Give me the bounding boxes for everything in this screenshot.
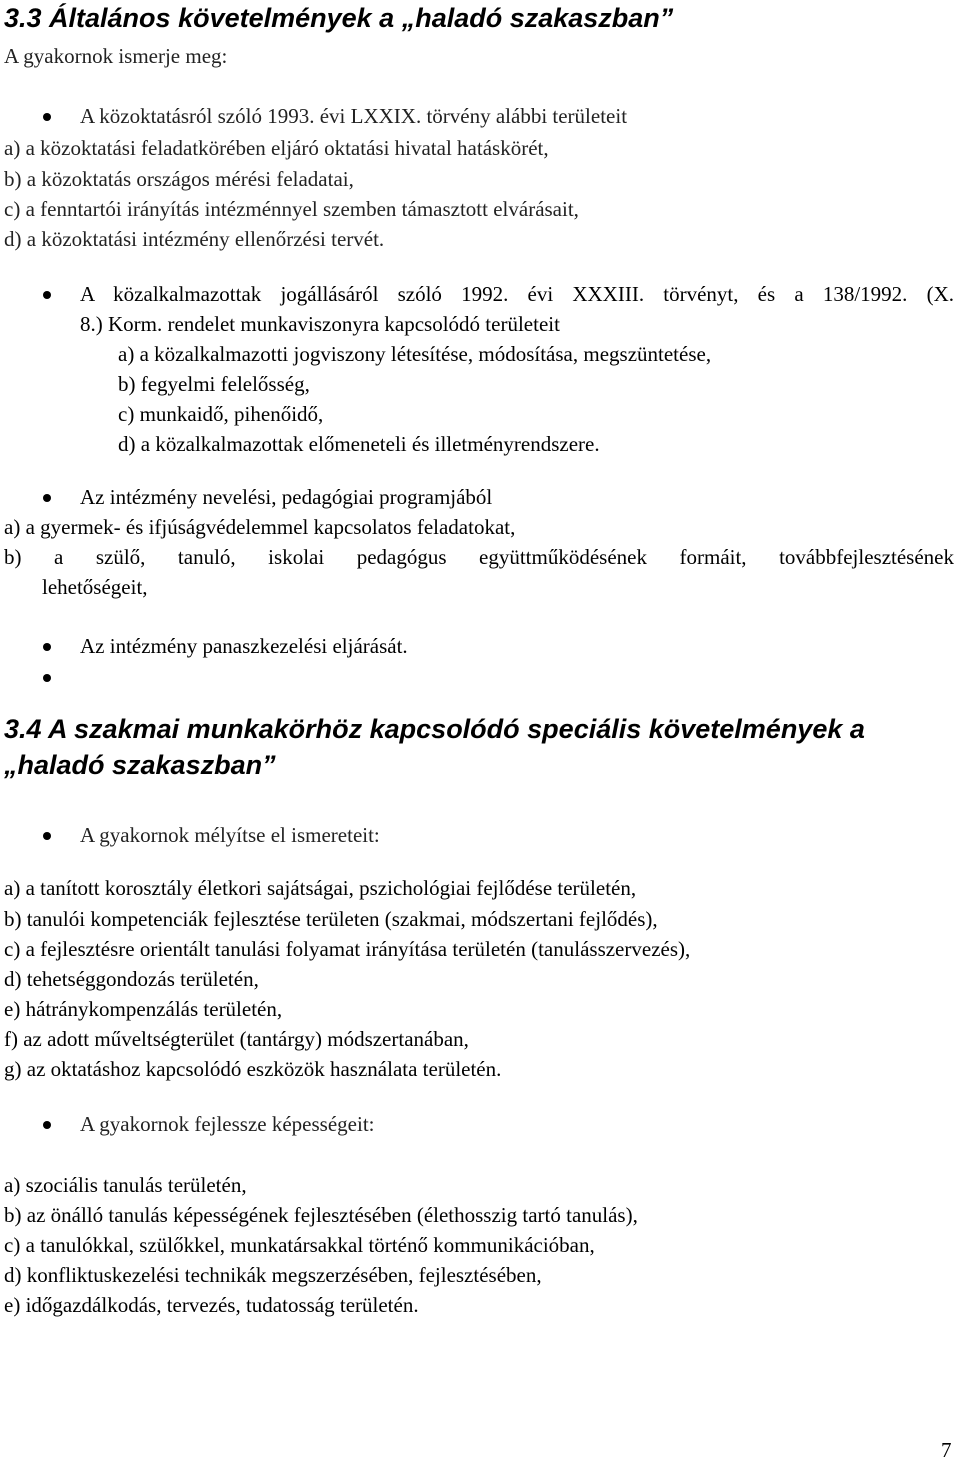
- bullet-text-ismeretek: A gyakornok mélyítse el ismereteit:: [80, 823, 380, 847]
- list-item: a) a tanított korosztály életkori sajátságai, pszichológiai fejlődése területén,: [4, 876, 637, 900]
- bullet-icon: [43, 643, 51, 651]
- list-item: c) munkaidő, pihenőidő,: [118, 402, 324, 426]
- list-item: a) a gyermek- és ifjúságvédelemmel kapcsolatos feladatokat,: [4, 515, 516, 539]
- list-item: d) a közalkalmazottak előmeneteli és illetményrendszere.: [118, 432, 600, 456]
- bullet-icon: [43, 113, 51, 121]
- list-item: a) a közalkalmazotti jogviszony létesítése, módosítása, megszüntetése,: [118, 342, 712, 366]
- list-item: b) fegyelmi felelősség,: [118, 372, 310, 396]
- list-item: b) az önálló tanulás képességének fejlesztésében (élethosszig tartó tanulás),: [4, 1203, 638, 1227]
- bullet-icon: [43, 291, 51, 299]
- section-3-3-intro: A gyakornok ismerje meg:: [4, 44, 228, 68]
- list-item: a) a közoktatási feladatkörében eljáró oktatási hivatal hatáskörét,: [4, 136, 549, 160]
- bullet-icon: [43, 674, 51, 682]
- list-item: e) hátránykompenzálás területén,: [4, 997, 283, 1021]
- section-3-4-title-line2: „haladó szakaszban”: [4, 750, 276, 780]
- list-item: c) a fejlesztésre orientált tanulási folyamat irányítása területén (tanulásszervezés),: [4, 937, 691, 961]
- page-number: 7: [941, 1438, 952, 1462]
- bullet-icon: [43, 832, 51, 840]
- list-item: c) a tanulókkal, szülőkkel, munkatársakkal történő kommunikációban,: [4, 1233, 595, 1257]
- list-item: c) a fenntartói irányítás intézménnyel szemben támasztott elvárásait,: [4, 197, 579, 221]
- list-item: d) a közoktatási intézmény ellenőrzési tervét.: [4, 227, 385, 251]
- list-item: d) tehetséggondozás területén,: [4, 967, 259, 991]
- bullet-text-kozalkalmazotti-torveny: A közalkalmazottak jogállásáról szóló 1992. évi XXXIII. törvényt, és a 138/1992. (X.: [80, 282, 954, 306]
- list-item: b) tanulói kompetenciák fejlesztése területen (szakmai, módszertani fejlődés),: [4, 907, 658, 931]
- list-item-continuation: lehetőségeit,: [42, 575, 148, 599]
- list-item: f) az adott műveltségterület (tantárgy) módszertanában,: [4, 1027, 469, 1051]
- list-item: b) a közoktatás országos mérési feladatai,: [4, 167, 354, 191]
- list-item: e) időgazdálkodás, tervezés, tudatosság területén.: [4, 1293, 419, 1317]
- bullet-text-pedagogiai-program: Az intézmény nevelési, pedagógiai programjából: [80, 485, 493, 509]
- section-3-4-title-line1: 3.4 A szakmai munkakörhöz kapcsolódó speciális követelmények a: [4, 714, 865, 744]
- bullet-text-kepessegek: A gyakornok fejlessze képességeit:: [80, 1112, 375, 1136]
- bullet-icon: [43, 494, 51, 502]
- list-item: d) konfliktuskezelési technikák megszerzésében, fejlesztésében,: [4, 1263, 542, 1287]
- bullet-text-panaszkezeles: Az intézmény panaszkezelési eljárását.: [80, 634, 408, 658]
- section-3-3-title: 3.3 Általános követelmények a „haladó szakaszban”: [4, 3, 674, 33]
- bullet-text-continuation: 8.) Korm. rendelet munkaviszonyra kapcsolódó területeit: [80, 312, 560, 336]
- list-item: a) szociális tanulás területén,: [4, 1173, 247, 1197]
- bullet-icon: [43, 1121, 51, 1129]
- list-item: b) a szülő, tanuló, iskolai pedagógus együttműködésének formáit, továbbfejlesztésének: [4, 545, 954, 569]
- list-item: g) az oktatáshoz kapcsolódó eszközök használata területén.: [4, 1057, 502, 1081]
- bullet-text-kozoktatasi-torveny: A közoktatásról szóló 1993. évi LXXIX. törvény alábbi területeit: [80, 104, 628, 128]
